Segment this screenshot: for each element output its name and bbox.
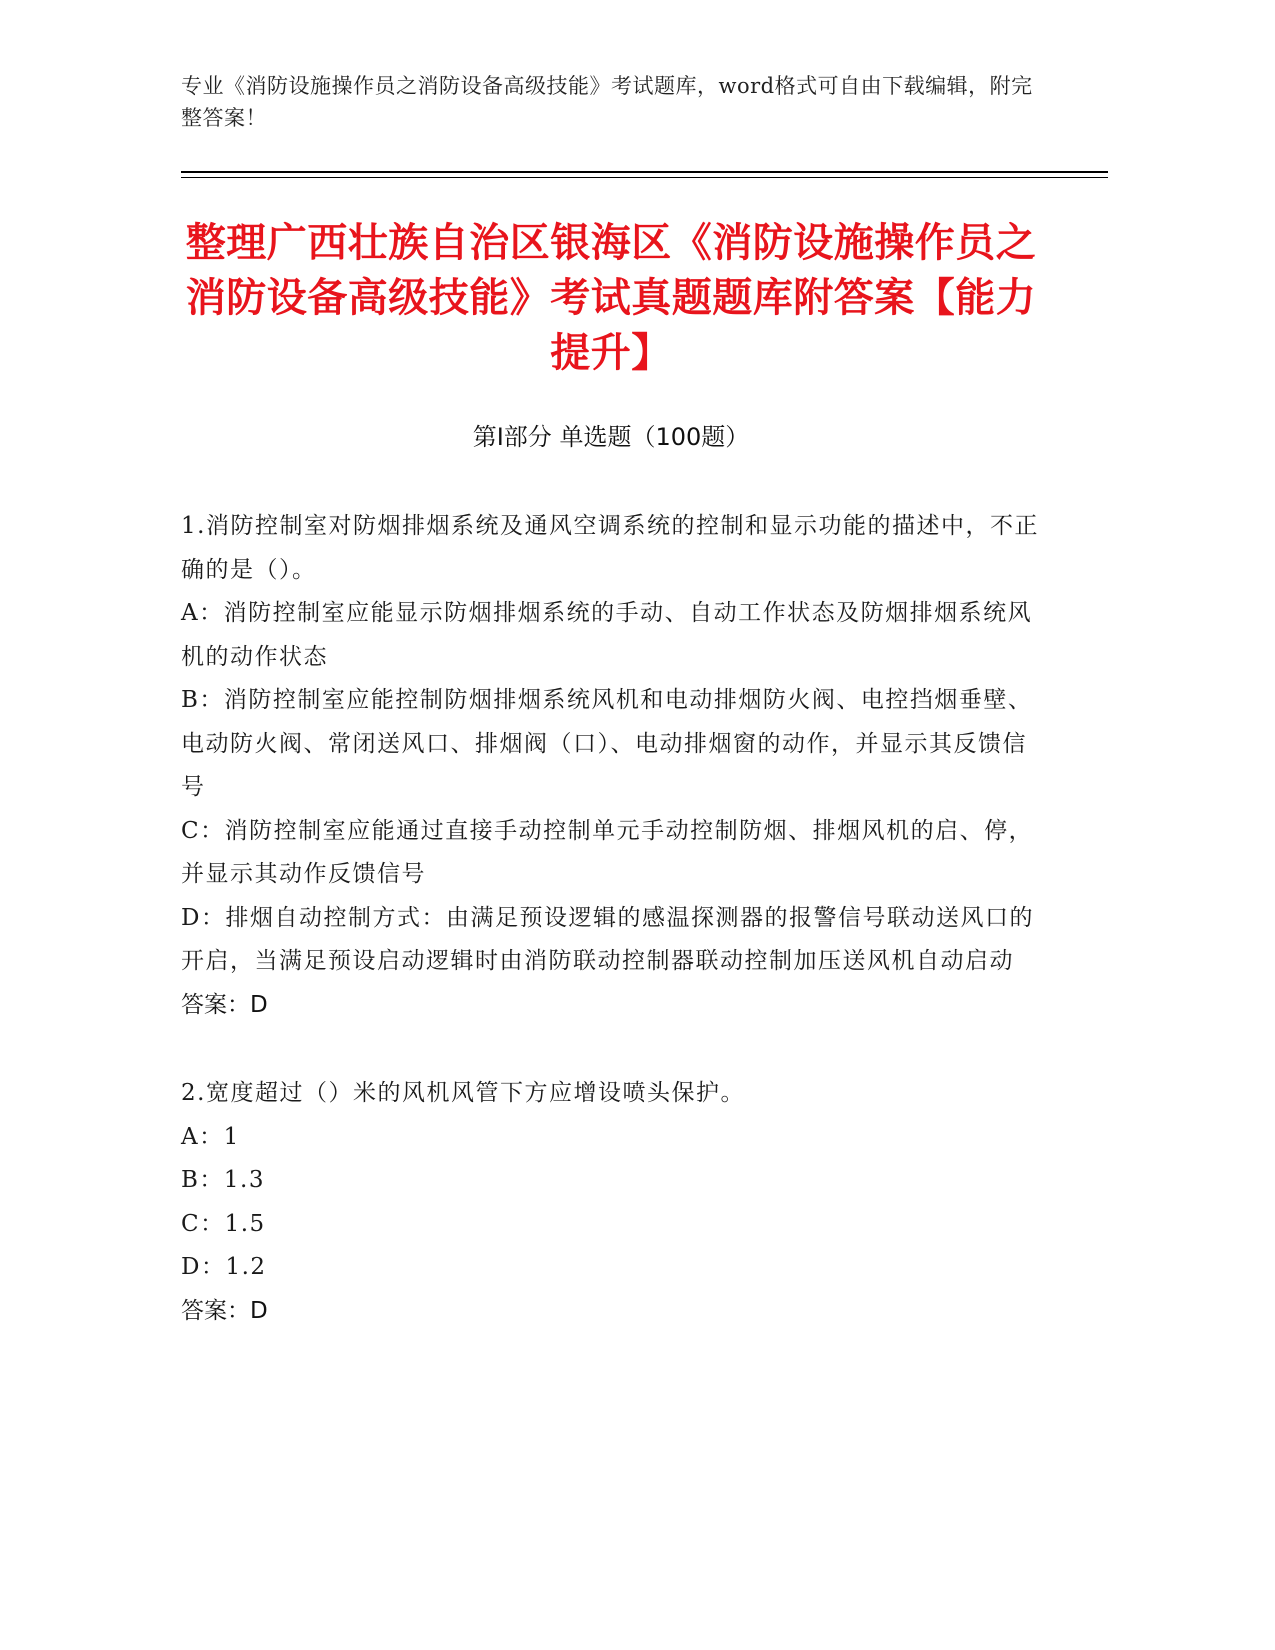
question-2: [181, 1072, 1041, 1333]
option-b: B：1.3: [181, 1167, 265, 1193]
question-stem: 1.消防控制室对防烟排烟系统及通风空调系统的控制和显示功能的描述中，不正确的是（）。: [181, 513, 1039, 583]
question-1: [181, 505, 1041, 1027]
option-c: C：消防控制室应能通过直接手动控制单元手动控制防烟、排烟风机的启、停，并显示其动作反馈信号: [181, 817, 1034, 887]
option-a: A：消防控制室应能显示防烟排烟系统的手动、自动工作状态及防烟排烟系统风机的动作状态: [181, 600, 1033, 670]
option-b: B：消防控制室应能控制防烟排烟系统风机和电动排烟防火阀、电控挡烟垂壁、电动防火阀、常闭送风口、排烟阀（口）、电动排烟窗的动作，并显示其反馈信号: [181, 687, 1033, 800]
option-a: A：1: [181, 1123, 240, 1150]
header-divider-thin: [181, 177, 1108, 178]
option-c: C：1.5: [181, 1210, 266, 1237]
answer-line: 答案：D: [181, 1297, 268, 1324]
option-d: D：1.2: [181, 1254, 267, 1280]
answer-line: 答案：D: [181, 991, 268, 1018]
question-list: [181, 505, 1041, 1378]
section-title: 第Ⅰ部分 单选题（100题）: [472, 423, 750, 451]
option-d: D：排烟自动控制方式：由满足预设逻辑的感温探测器的报警信号联动送风口的开启，当满足预设启动逻辑时由消防联动控制器联动控制加压送风机自动启动: [181, 904, 1034, 974]
header-divider-thick: [181, 171, 1108, 173]
document-title: 整理广西壮族自治区银海区《消防设施操作员之消防设备高级技能》考试真题题库附答案【能力提升】: [185, 220, 1037, 376]
header-note: 专业《消防设施操作员之消防设备高级技能》考试题库，word格式可自由下载编辑，附完整答案！: [181, 74, 1033, 130]
question-stem: 2.宽度超过（）米的风机风管下方应增设喷头保护。: [181, 1080, 745, 1106]
